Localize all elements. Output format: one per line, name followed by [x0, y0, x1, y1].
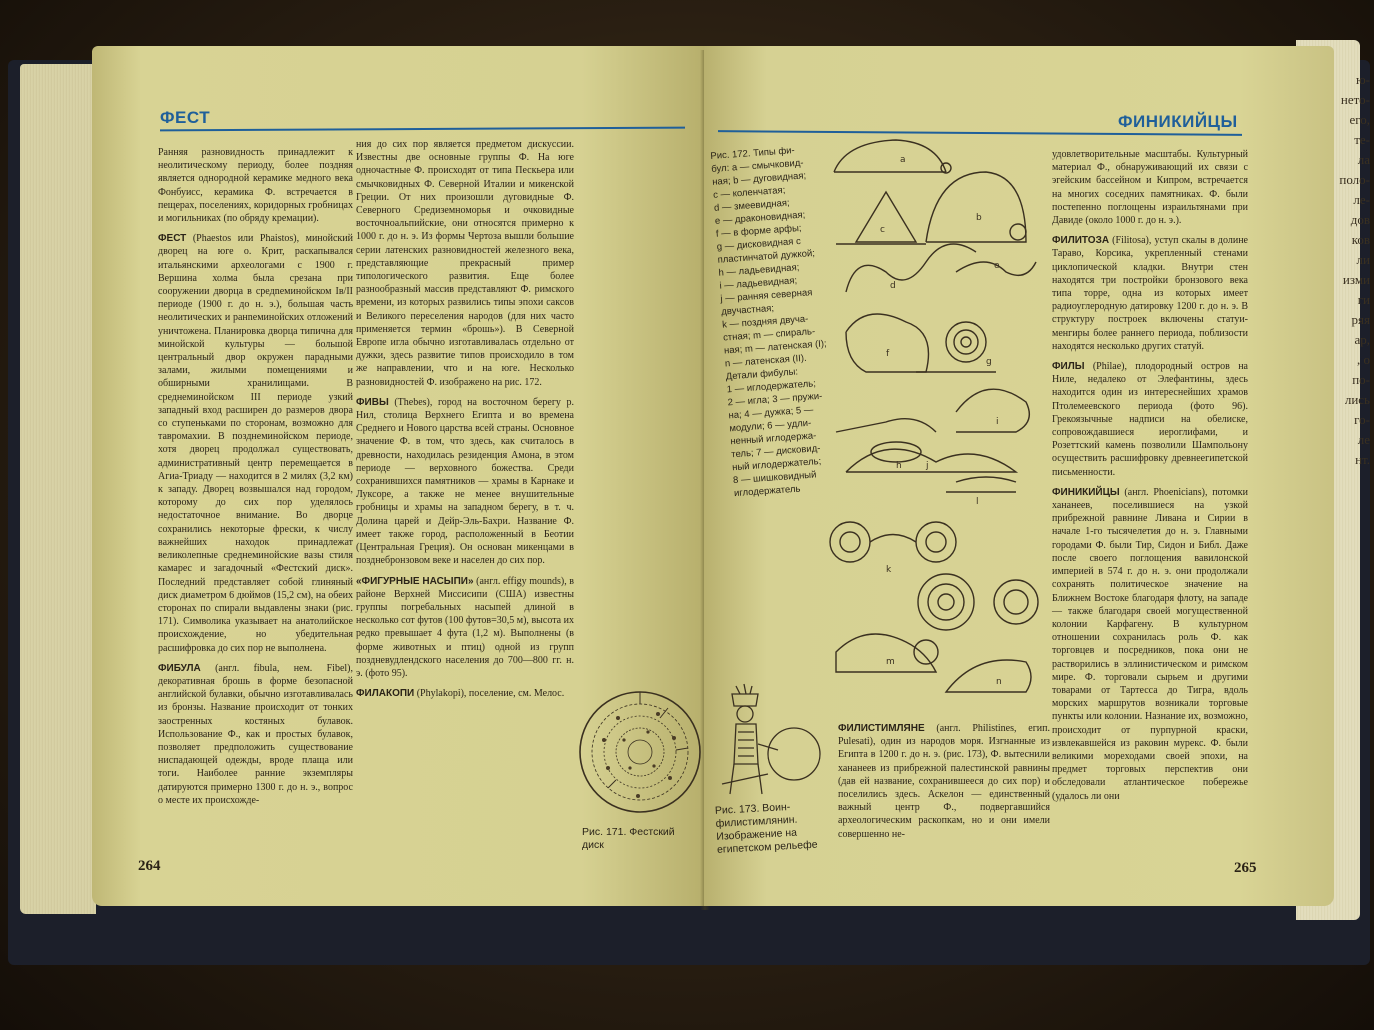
paragraph-text: удовлетворительные масштабы. Культурный материал Ф., обнаруживающий их связи с эгейским бассейном и Кипром, встречается на многих соседних памятниках. Ф. были постепенно поглощены израильтянами при Давиде (около 1000 г. до н. э.). [1052, 149, 1248, 227]
fig-label: h [896, 461, 902, 471]
fragment-line: ю- [1355, 72, 1370, 87]
right-running-head: ФИНИКИЙЦЫ [1118, 112, 1238, 131]
fig-label: m [886, 657, 895, 667]
legend-line: двучастная; [720, 302, 775, 318]
fragment-line: нт. [1355, 452, 1370, 467]
entry-title: ФИВЫ [356, 396, 389, 408]
left-column-1 [158, 146, 353, 846]
fragment-line: его, [1349, 112, 1370, 127]
legend-line: Детали фибулы: [725, 366, 799, 383]
paragraph [356, 138, 574, 389]
entry-phylakopi [356, 687, 574, 700]
left-column-2 [356, 138, 574, 864]
fig-label: i [996, 417, 999, 427]
right-column-2 [1052, 148, 1248, 864]
entry-text: (Filitosa), уступ скалы в долине Тараво, Корсика, укрепленный стенами циклопической кладки. Внутри стен находятся три постройки бронзового века типа торре, одна из которых имеет радиоуглеродную датировку 1200 г. до н. э. В структуру построек включены статуи-менгиры более раннего периода, поблизости находятся несколько других статуй. [1052, 235, 1248, 352]
page-edges-left [20, 64, 96, 914]
fig-label: l [976, 497, 979, 507]
entry-phoenicians [1052, 486, 1248, 803]
entry-title: ФИЛИТОЗА [1052, 235, 1110, 247]
entry-text: (англ. fibula, нем. Fibel), декоративная брошь в форме безопасной английской булавки, обычно изготавливалась из бронзы. Название происходит от тонких заостренных костяных булавок. Использование Ф., как и простых булавок, позволяет предположить существование ниспадающей одежды, вроде плаща или тоги. Наиболее ранние экземпляры датируются примерно 1300 г. до н. э., вопрос о месте их происхожде- [158, 662, 353, 806]
entry-text: (Phaestos или Phaistos), минойский дворец на юге о. Крит, раскапывался итальянскими археологами с 1900 г. Вершина холма была срезана при сооружении дворца в средneминойском Iв/II периоде (1900 г. до н. э.), большая часть неолитических и ранneминойских отложений уничтожена. Планировка дворца типична для минойской культуры — большой центральный двор окружен парадными залами, жилыми помещениями и обширными хранилищами. В среднеминойском III периоде узкий западный вход расширен до размеров двора со ступеньками по сторонам, возможно для тавромахии. В позднеминойском периоде, хотя дворец продолжал существовать, административный центр перемещается в Агиа-Триаду — находится в 2 милях (3,2 км) к западу. Дворец возвышался над городом, которому до сих пор уделялось недостаточное внимание. Во дворце сохранились некоторые фрески, к числу важнейших находок принадлежат великолепные среднеминойские вазы стиля камарес и загадочный «Фестский диск». Последний представляет собой глиняный диск диаметром 6 дюймов (15,2 см), на обеих сторонах по спирали выдавлены знаки (рис. 171). Символика указывает на анатолийское происхождение, но убедительная расшифровка до сих пор не выполнена. [158, 233, 353, 654]
fragment-line: ла [1357, 152, 1370, 167]
entry-text: (Phylakopi), поселение, см. Мелос. [416, 688, 565, 700]
fragment-line: ли [1356, 252, 1370, 267]
legend-line: тель; 7 — дисковид- [730, 443, 821, 461]
fragment-line: поло- [1339, 172, 1370, 187]
fragment-line: ле- [1353, 192, 1370, 207]
left-running-head: ФЕСТ [160, 108, 211, 127]
left-page-number: 264 [138, 858, 161, 874]
legend-line: на; 4 — дужка; 5 — [728, 404, 814, 422]
fig171-caption: Рис. 171. Фестский диск [582, 826, 675, 851]
fig-label: j [926, 461, 929, 471]
entry-philistines [838, 722, 1050, 841]
entry-text: (англ. Phoenicians), потомки хананеев, поселившиеся на узкой прибрежной равнине Ливана и Сирии в начале 1-го тысячелетия до н. э. Главными городами Ф. были Тир, Сидон и Библ. Даже после своего поглощения вавилонской империей в 574 г. до н. э. они продолжали сохранять политическое значение на Ближнем Востоке благодаря флоту, на западе — также благодаря своей могущественной колонии Карфагену. В культурном отношении сохранилась роль Ф. как торговцев и посредников, пока они не растворились в эллинистическом и римском мире. Ф. торговали сырьем и другими товарами от Тартесса до Тигра, вдоль морских маршрутов возникали торговые пункты или колонии. Назнание их, возможно, происходит от пурпурной краски, извлекавшейся из раковин мурекс. Ф. были великими мореходами своей эпохи, на предмет торговых перспектив они обследовали атлантическое побережье (удалось ли они [1052, 486, 1248, 802]
fragment-line: те- [1354, 132, 1370, 147]
entry-philae [1052, 360, 1248, 479]
fragment-line: лись [1344, 392, 1370, 407]
right-column-mid [838, 722, 1050, 872]
legend-line: k — поздняя двуча- [721, 313, 809, 331]
legend-line: h — ладьевидная; [718, 262, 800, 279]
entry-text: (Philae), плодородный остров на Ниле, недалеко от Элефантины, здесь находится один из интереснейших храмов Птолемеевского периода (фото 96). Грекоязычные надписи на обелиске, сопровождавшиеся иероглифами, и Розеттский камень позволили Шампольону осуществить расшифровку древнеегипетской письменности. [1052, 361, 1248, 478]
phaistos-disc-figure [578, 668, 708, 828]
fragment-line: ги [1357, 292, 1370, 307]
fig-label: c [880, 225, 885, 235]
entry-title: ФИЛИСТИМЛЯНЕ [838, 723, 925, 734]
legend-line: 8 — шишковидный [732, 469, 817, 487]
fragment-line: ков [1351, 232, 1370, 247]
entry-title: ФИЛАКОПИ [356, 688, 415, 700]
legend-line: 1 — иглодержатель; [726, 378, 817, 396]
paragraph [1052, 148, 1248, 227]
next-page-fragment [1338, 70, 1370, 467]
entry-title: ФИБУЛА [158, 662, 201, 674]
entry-title: ФИЛЫ [1052, 361, 1085, 373]
fragment-line: изми [1342, 272, 1370, 287]
legend-line: Рис. 172. Типы фи- [710, 145, 796, 162]
legend-line: c — коленчатая; [712, 184, 786, 201]
legend-line: j — ранняя северная [720, 287, 813, 305]
paragraph-text: Ранняя разновидность принадлежит к неолитическому периоду, более поздняя является однородной керамике медного века Фонбуисс, керамика Ф. встречается в пещерах, поселениях, коридорных гробницах и могильниках (по обряду кремации). [158, 147, 353, 225]
fibulae-figure [826, 132, 1046, 712]
fig-label: g [986, 357, 992, 367]
entry-fibula [158, 662, 353, 807]
entry-effigy-mounds [356, 575, 574, 681]
legend-line: пластинчатой дужкой; [717, 247, 816, 266]
entry-phaestos [158, 232, 353, 655]
entry-text: (англ. effigy mounds), в районе Верхней Миссисипи (США) известны группы погребальных насыпей длиной в несколько сот футов (100 футов=30,5 м), высота их редко превышает 4 фута (1,2 м). Выполнены (в форме животных и птиц) одной из групп поздневудлендского населения до 700—800 гг. н. э. (фото 95). [356, 575, 575, 679]
entry-text: (англ. Philistines, егип. Pulesati), один из народов моря. Изгнанные из Египта в 1200 г. до н. э. (рис. 173), Ф. вытеснили хананеев из прибрежной палестинской равнины (дав ей название, сохранившееся до сих пор) и поселились здесь. Аскелон — единственный важный центр Ф., подвергавшийся археологическим раскопкам, но и они имели совершенно не- [838, 723, 1050, 840]
legend-line: d — змеевидная; [713, 197, 791, 214]
fig-label: f [886, 349, 890, 359]
legend-line: ная; b — дуговидная; [711, 170, 807, 188]
entry-title: ФЕСТ [158, 233, 187, 245]
fig-label: k [886, 565, 892, 575]
fig-label: d [890, 281, 896, 291]
fragment-line: дов [1350, 212, 1370, 227]
legend-line: n — латенская (II). [724, 352, 808, 370]
legend-line: g — дисковидная с [716, 235, 802, 253]
philistine-warrior-figure [718, 684, 828, 804]
paragraph-text: ния до сих пор является предметом дискуссии. Известны две основные группы Ф. На юге одночастные Ф. происходят от типа Пескьера или смычковидных Ф. Северной Италии и микенской Греции. От них произошли дуговидные Ф. Северного Средиземноморья и очковидные восточноальпийские, они относятся примерно к 1000 г. до н. э. Из формы Чертоза вышли большие серии латенских разновидностей железного века, представляющие прекрасный пример типологического развития. Еще более разнообразный массив представляют Ф. римского времени, из которых развились типы эпохи саксов и Великого переселения народов (для них часто применяется термин «брошь»). В Северной Европе игла обычно изготавливалась отдельно от дужки, здесь развитие типов происходило в том же направлении, что и на юге. Несколько разновидностей Ф. изображено на рис. 172. [356, 139, 574, 388]
fragment-line: нето- [1340, 92, 1370, 107]
fig-label: e [994, 261, 1000, 271]
legend-line: модули; 6 — удли- [729, 417, 812, 435]
legend-line: ненный иглодержа- [730, 430, 817, 448]
entry-thebes [356, 396, 574, 568]
fragment-line: ар, [1354, 332, 1370, 347]
legend-line: ный иглодержатель; [731, 456, 822, 474]
entry-text: (Thebes), город на восточном берегу р. Нил, столица Верхнего Египта и во времена Среднего и Нового царства всей страны. Основное значение Ф. в том, что здесь, как считалось в древности, находилась резиденция Амона, в этом периоде — верховного божества. Среди сохранившихся памятников — храмы в Карнаке и Луксоре, а также не менее внушительные гробницы и храмы на западном берегу, в т. ч. Долина царей и Дейр-Эль-Бахри. Название Ф. имеет также город, расположенный в Беотии (Центральная Греция). Он основан микенцами в позднебронзовом веке и населен до сих пор. [356, 396, 574, 567]
entry-title: «ФИГУРНЫЕ НАСЫПИ» [356, 575, 474, 587]
fragment-line: ряя [1351, 312, 1370, 327]
fig-label: n [996, 677, 1002, 687]
fig-label: a [900, 155, 906, 165]
legend-line: иглодержатель [733, 483, 801, 500]
right-page-number: 265 [1234, 860, 1257, 876]
entry-title: ФИНИКИЙЦЫ [1052, 486, 1120, 498]
fragment-line: , о [1357, 352, 1370, 367]
legend-line: стная; m — спираль- [722, 326, 816, 344]
legend-line: i — ладьевидная; [719, 275, 798, 292]
legend-line: e — драконовидная; [714, 209, 806, 227]
fragment-line: по- [1352, 372, 1370, 387]
fig173-caption: Рис. 173. Воин-филистимлянин. Изображение на египетском рельефе [714, 800, 818, 856]
fragment-line: го- [1354, 412, 1370, 427]
fragment-line: ле [1357, 432, 1370, 447]
legend-line: ная; m — латенская (I); [723, 338, 828, 357]
fig-label: b [976, 213, 982, 223]
paragraph [158, 146, 353, 225]
legend-line: 2 — игла; 3 — пружи- [727, 390, 823, 409]
entry-filitosa [1052, 234, 1248, 353]
legend-line: f — в форме арфы; [715, 222, 802, 240]
legend-line: бул: а — смычковид- [710, 157, 804, 175]
